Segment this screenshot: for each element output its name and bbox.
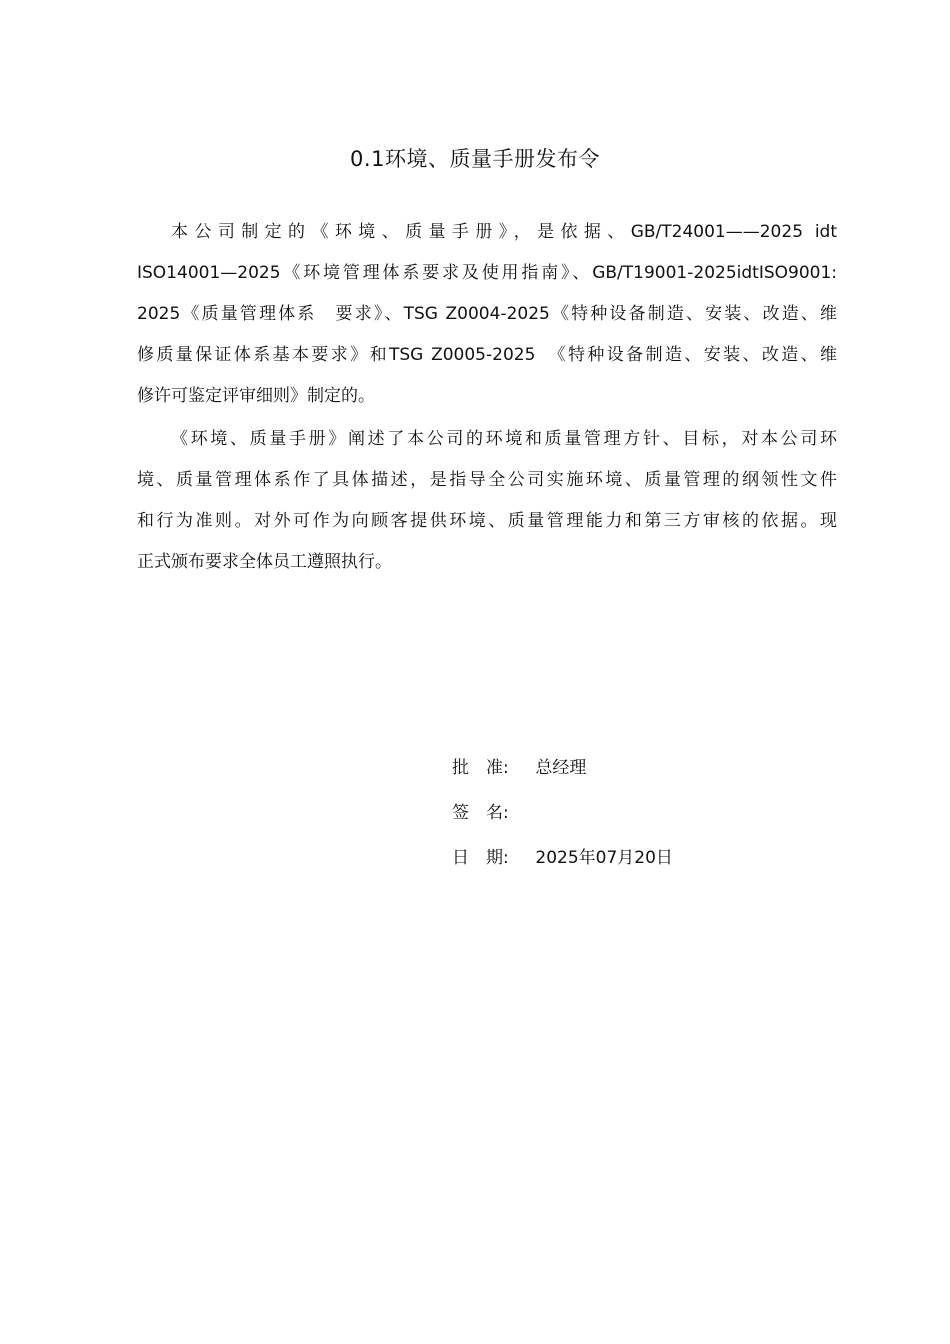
paragraph-line: 2025《质量管理体系 要求》、TSG Z0004-2025《特种设备制造、安装、改造、维 <box>137 304 837 324</box>
document-title: 0.1环境、质量手册发布令 <box>350 147 600 171</box>
paragraph-line: 修质量保证体系基本要求》和TSG Z0005-2025 《特种设备制造、安装、改造、维 <box>137 345 837 365</box>
date-label: 日 期: <box>452 848 509 868</box>
approval-block <box>452 752 673 887</box>
approved-label: 批 准: <box>452 758 509 778</box>
paragraph-line: 本公司制定的《环境、质量手册》，是依据、GB/T24001——2025 idt <box>171 222 837 242</box>
paragraph-line: ISO14001—2025《环境管理体系要求及使用指南》、GB/T19001-2025idtISO9001: <box>137 263 837 283</box>
date-value: 2025年07月20日 <box>535 848 673 868</box>
signature-label: 签 名: <box>452 803 509 823</box>
paragraph-basis <box>137 212 837 417</box>
approval-row-signature <box>452 797 673 842</box>
approval-row-date <box>452 842 673 887</box>
paragraph-line: 和行为准则。对外可作为向顾客提供环境、质量管理能力和第三方审核的依据。现 <box>137 511 837 531</box>
paragraph-line: 《环境、质量手册》阐述了本公司的环境和质量管理方针、目标，对本公司环 <box>171 429 837 449</box>
approved-value: 总经理 <box>535 758 587 778</box>
paragraph-line: 修许可鉴定评审细则》制定的。 <box>137 386 375 406</box>
approval-row-approved <box>452 752 673 797</box>
paragraph-line: 境、质量管理体系作了具体描述，是指导全公司实施环境、质量管理的纲领性文件 <box>137 470 837 490</box>
paragraph-purpose <box>137 419 837 583</box>
paragraph-line: 正式颁布要求全体员工遵照执行。 <box>137 552 392 572</box>
